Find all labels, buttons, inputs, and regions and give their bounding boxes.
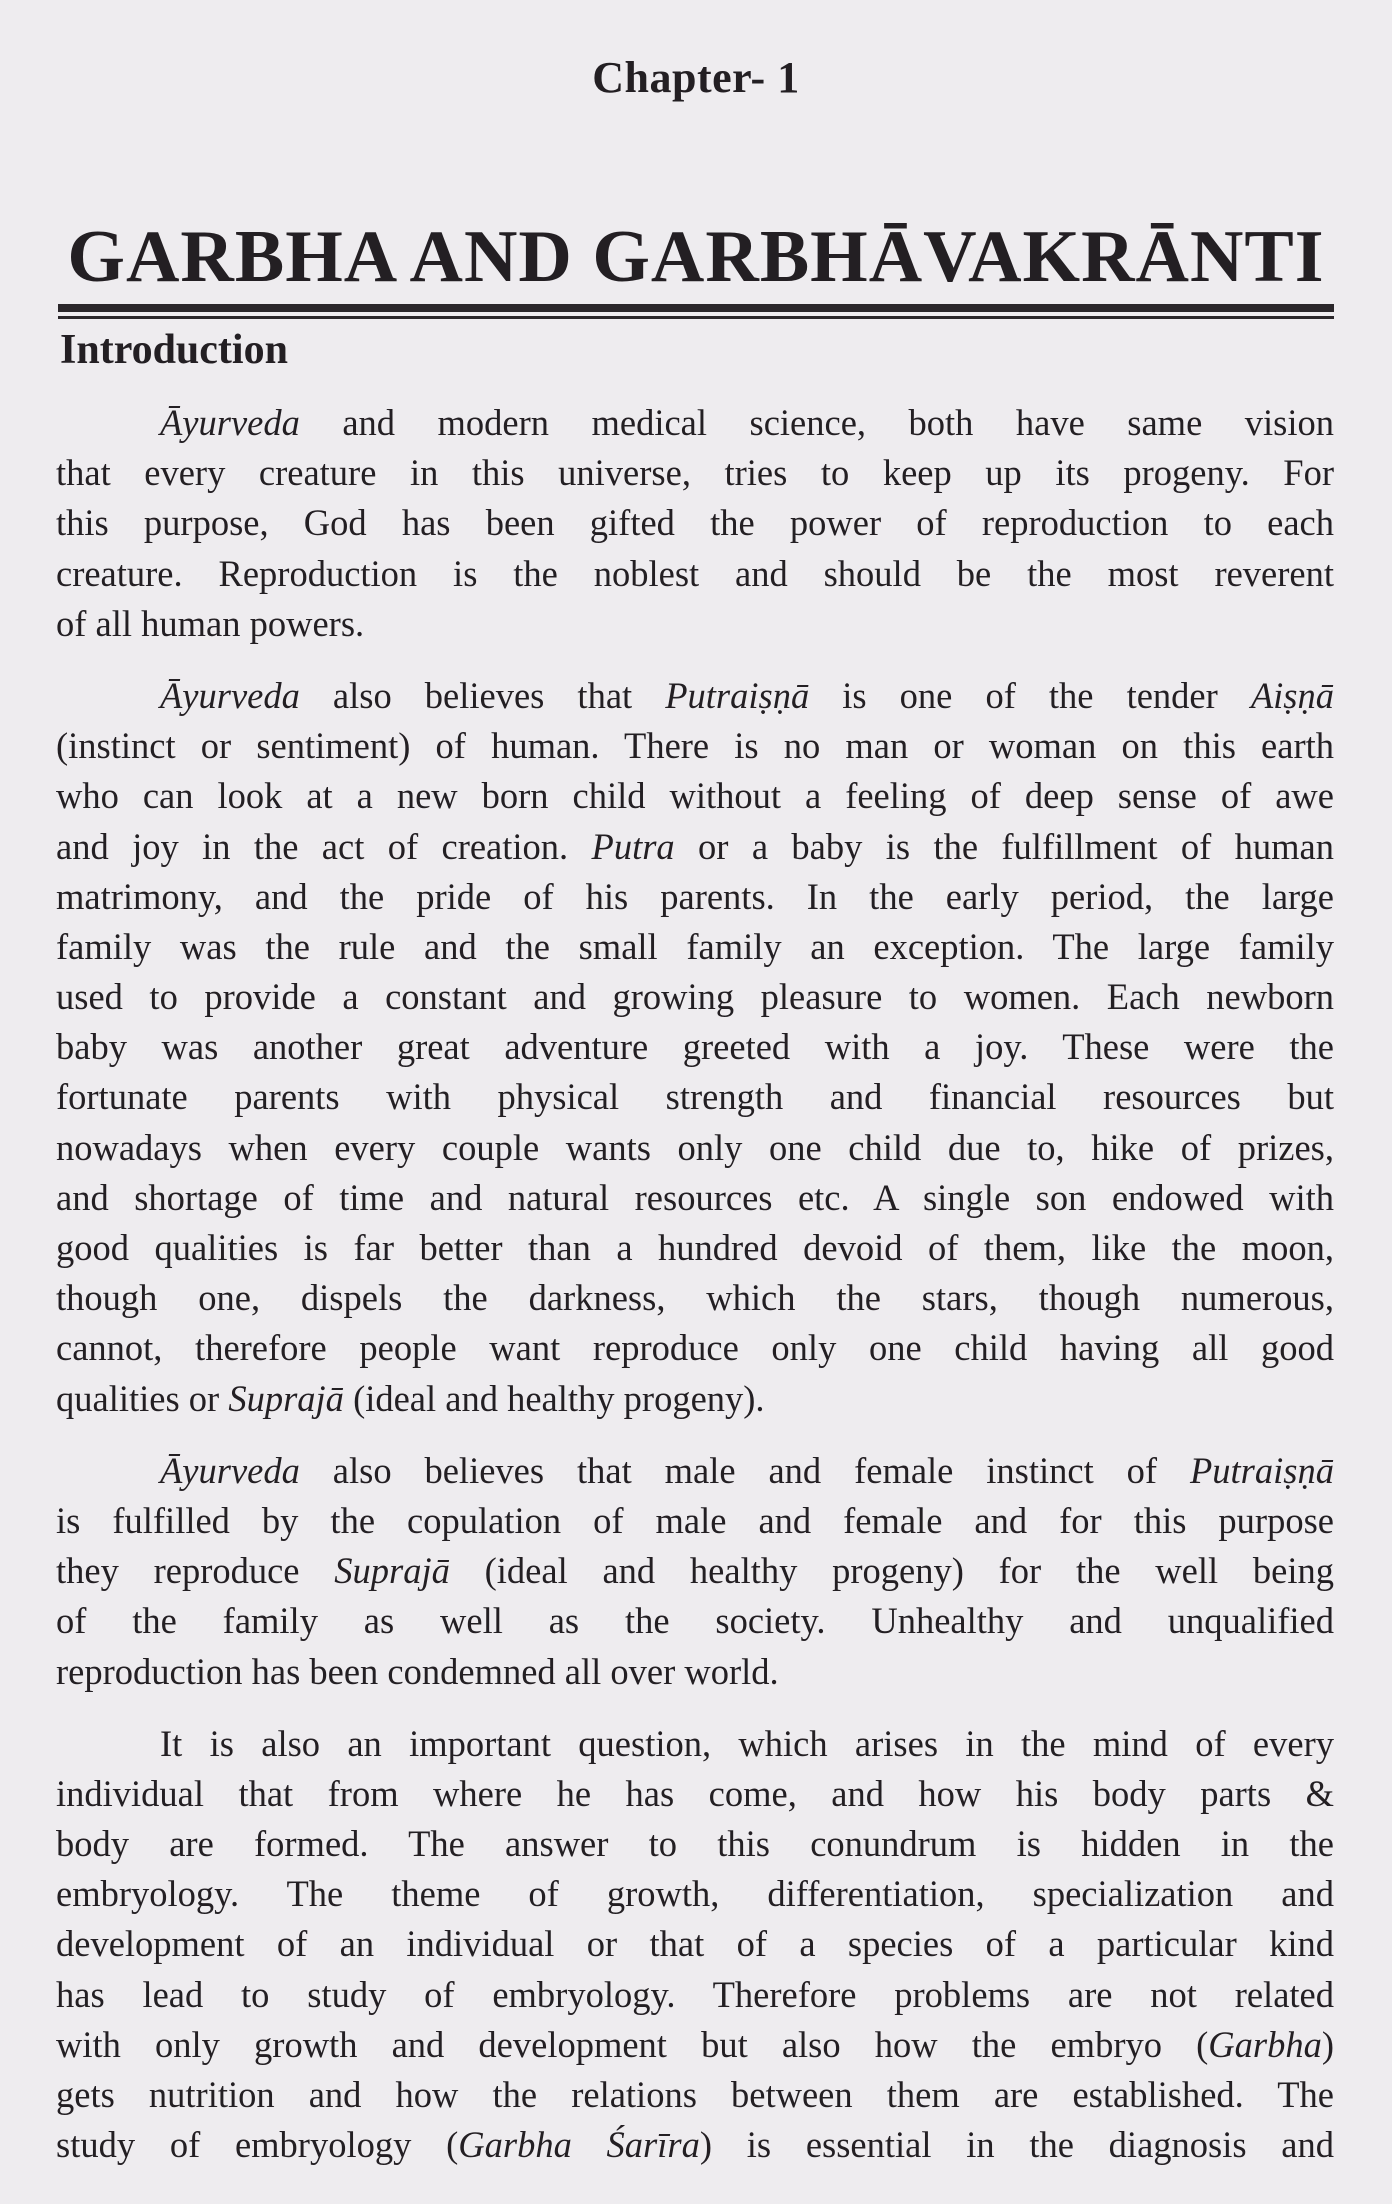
text-run: that every creature in this universe, tries to keep up its progeny. For <box>56 452 1334 494</box>
text-run: body are formed. The answer to this conundrum is hidden in the <box>56 1823 1334 1865</box>
text-line <box>56 922 1334 972</box>
text-line <box>56 1072 1334 1122</box>
text-line <box>56 1647 1334 1697</box>
text-run: creature. Reproduction is the noblest and should be the most reverent <box>56 552 1334 594</box>
text-line <box>56 1769 1334 1819</box>
italic-term: Garbha Śarīra <box>458 2124 700 2166</box>
text-run: and modern medical science, both have same vision <box>299 402 1334 443</box>
italic-term: Suprajā <box>334 1550 450 1592</box>
text-run: though one, dispels the darkness, which the stars, though numerous, <box>56 1277 1334 1319</box>
text-line <box>56 771 1334 821</box>
text-run: who can look at a new born child without a feeling of deep sense of awe <box>56 775 1334 817</box>
text-run: is one of the tender <box>809 674 1251 716</box>
text-run: (instinct or sentiment) of human. There is no man or woman on this earth <box>56 725 1334 767</box>
text-run: matrimony, and the pride of his parents. In the early period, the large <box>56 875 1334 917</box>
text-run: qualities or <box>56 1377 229 1419</box>
text-run: cannot, therefore people want reproduce only one child having all good <box>56 1327 1334 1369</box>
text-run: (ideal and healthy progeny). <box>343 1377 765 1419</box>
text-line <box>56 822 1334 872</box>
text-line <box>56 721 1334 771</box>
text-run: nowadays when every couple wants only one child due to, hike of prizes, <box>56 1126 1334 1168</box>
text-run: gets nutrition and how the relations between them are established. The <box>56 2074 1334 2115</box>
text-run: and joy in the act of creation. <box>56 825 592 867</box>
italic-term: Suprajā <box>228 1377 344 1419</box>
text-line <box>56 671 1334 721</box>
text-run: good qualities is far better than a hundred devoid of them, like the moon, <box>56 1227 1334 1268</box>
text-line <box>56 1596 1334 1646</box>
text-line <box>56 1173 1334 1223</box>
text-run: has lead to study of embryology. Therefore problems are not related <box>56 1973 1334 2015</box>
text-run: with only growth and development but also how the embryo ( <box>56 2023 1209 2065</box>
text-line <box>56 1819 1334 1869</box>
text-line <box>56 1273 1334 1323</box>
text-line <box>56 1496 1334 1546</box>
text-run: of the family as well as the society. Unhealthy and unqualified <box>56 1600 1334 1642</box>
text-line <box>56 1970 1334 2020</box>
title-rule-thin <box>58 316 1334 319</box>
text-run: used to provide a constant and growing pleasure to women. Each newborn <box>56 976 1334 1018</box>
text-line <box>56 1323 1334 1373</box>
text-run: they reproduce <box>56 1550 335 1592</box>
section-heading: Introduction <box>60 327 288 373</box>
text-line <box>56 398 1334 448</box>
text-run: (ideal and healthy progeny) for the well being <box>449 1550 1334 1592</box>
text-run: family was the rule and the small family an exception. The large family <box>56 925 1334 967</box>
text-run: ) is essential in the diagnosis and <box>699 2124 1335 2166</box>
italic-term: Āyurveda <box>160 674 300 716</box>
text-line <box>56 448 1334 498</box>
text-line <box>56 2020 1334 2070</box>
text-run: of all human powers. <box>56 602 365 644</box>
title-rule-thick <box>58 304 1334 312</box>
text-line <box>56 1022 1334 1072</box>
text-line <box>56 599 1334 649</box>
text-line <box>56 872 1334 922</box>
italic-term: Āyurveda <box>160 1449 300 1491</box>
chapter-label: Chapter- 1 <box>592 53 800 102</box>
text-run: development of an individual or that of a species of a particular kind <box>56 1923 1334 1965</box>
text-line <box>56 549 1334 599</box>
text-line <box>56 1546 1334 1596</box>
italic-term: Garbha <box>1208 2023 1322 2065</box>
text-line <box>56 1869 1334 1919</box>
text-run: study of embryology ( <box>56 2124 459 2166</box>
italic-term: Putraiṣṇā <box>665 674 810 716</box>
text-line <box>56 972 1334 1022</box>
text-line <box>56 1719 1334 1769</box>
text-line <box>56 1446 1334 1496</box>
text-line <box>56 2120 1334 2170</box>
paragraph <box>56 1719 1334 2171</box>
text-line <box>56 1374 1334 1424</box>
text-run: It is also an important question, which arises in the mind of every <box>160 1722 1334 1764</box>
text-line <box>56 1123 1334 1173</box>
text-line <box>56 1919 1334 1969</box>
paragraph <box>56 671 1334 1424</box>
text-line <box>56 2070 1334 2120</box>
text-run: also believes that male and female instinct of <box>299 1449 1190 1491</box>
text-run: ) <box>1321 2023 1334 2065</box>
text-run: and shortage of time and natural resources etc. A single son endowed with <box>56 1176 1334 1218</box>
text-run: fortunate parents with physical strength and financial resources but <box>56 1076 1334 1118</box>
text-line <box>56 1223 1334 1273</box>
text-run: also believes that <box>299 674 666 716</box>
text-run: is fulfilled by the copulation of male and female and for this purpose <box>56 1499 1334 1541</box>
chapter-title: GARBHA AND GARBHĀVAKRĀNTI <box>67 216 1325 298</box>
text-run: embryology. The theme of growth, differentiation, specialization and <box>56 1873 1334 1915</box>
text-run: baby was another great adventure greeted with a joy. These were the <box>56 1026 1334 1068</box>
paragraph <box>56 1446 1334 1697</box>
text-run: reproduction has been condemned all over world. <box>56 1650 779 1692</box>
paragraph <box>56 398 1334 649</box>
italic-term: Aiṣṇā <box>1250 674 1334 716</box>
text-run: this purpose, God has been gifted the power of reproduction to each <box>56 502 1334 544</box>
body-text <box>56 398 1334 2192</box>
italic-term: Āyurveda <box>160 402 300 443</box>
text-line <box>56 498 1334 548</box>
italic-term: Putra <box>591 825 675 867</box>
text-run: or a baby is the fulfillment of human <box>674 825 1334 867</box>
italic-term: Putraiṣṇā <box>1190 1449 1334 1491</box>
text-run: individual that from where he has come, and how his body parts & <box>56 1772 1334 1814</box>
